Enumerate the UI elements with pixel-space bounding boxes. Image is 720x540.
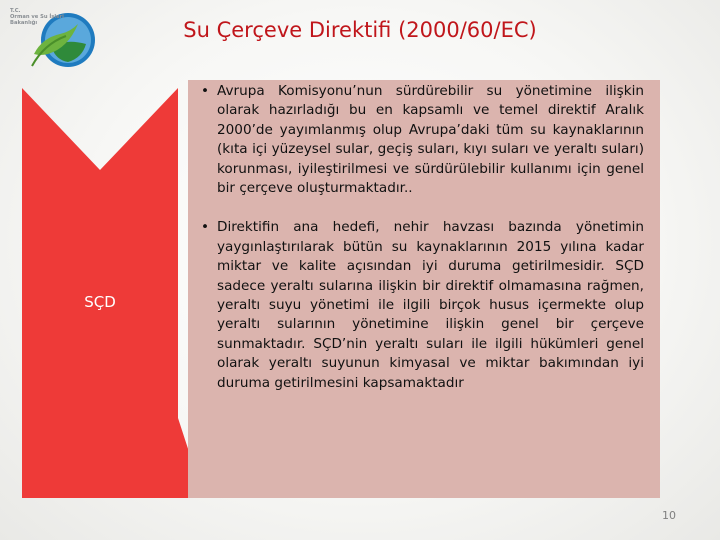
logo-line-3: Bakanlığı <box>10 20 38 27</box>
arrow-label: SÇD <box>84 293 116 311</box>
content-box <box>188 80 660 498</box>
slide-title: Su Çerçeve Direktifi (2000/60/EC) <box>183 18 537 42</box>
logo-line-1: T.C. <box>10 8 21 14</box>
bullet-text-1: Avrupa Komisyonu’nun sürdürebilir su yönetimine ilişkin olarak hazırladığı bu en kapsamlı ve temel direktif Aralık 2000’de yayımlanmış olup Avrupa’daki tüm su kaynaklarının (kıta içi yüzeysel sular, geçiş suları, kıyı suları ve yeraltı suları) korunması, iyileştirilmesi ve sürdürülebilir kullanımı için genel bir çerçeve oluşturmaktadır.. <box>217 83 644 197</box>
bullet-text-2: Direktifin ana hedefi, nehir havzası bazında yönetimin yaygınlaştırılarak bütün su kaynaklarının 2015 yılına kadar miktar ve kalite açısından iyi duruma getirilmesidir. SÇD sadece yeraltı sularına ilişkin bir direktif olmamasına rağmen, yeraltı suyu yönetimi ile ilgili birçok husus içermekte olup yeraltı sularının yönetimine ilişkin genel bir çerçeve sunmaktadır. SÇD’nin yeraltı suları ile ilgili hükümleri genel olarak yeraltı suyunun kimyasal ve miktar bakımından iyi duruma getirilmesini kapsamaktadır <box>217 219 644 391</box>
bullet-dot-icon: • <box>201 219 210 236</box>
bullet-item-1 <box>200 82 644 198</box>
logo-line-2: Orman ve Su İşleri <box>10 14 64 21</box>
page-number: 10 <box>662 509 676 522</box>
bullet-item-2 <box>200 218 644 393</box>
bullet-dot-icon: • <box>201 83 210 99</box>
